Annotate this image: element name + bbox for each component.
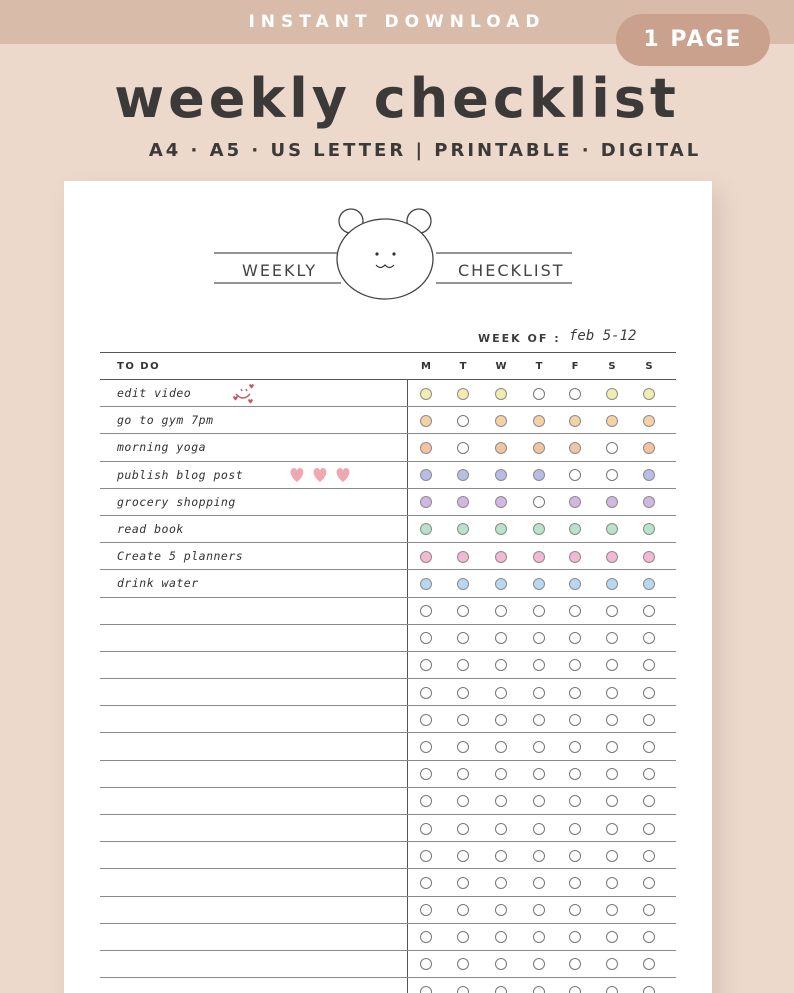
day-checkbox[interactable] <box>643 986 655 993</box>
day-checkbox[interactable] <box>420 605 432 617</box>
day-checkbox[interactable] <box>495 523 507 535</box>
day-checkbox[interactable] <box>643 605 655 617</box>
day-checkbox[interactable] <box>569 714 581 726</box>
day-checkbox[interactable] <box>495 714 507 726</box>
day-checkbox[interactable] <box>457 687 469 699</box>
heading-checklist: CHECKLIST <box>458 261 565 280</box>
week-of-value[interactable]: feb 5-12 <box>569 328 637 344</box>
day-checkbox[interactable] <box>420 687 432 699</box>
task-label[interactable]: morning yoga <box>117 440 207 455</box>
day-checkbox[interactable] <box>533 469 545 481</box>
day-checkbox[interactable] <box>495 496 507 508</box>
day-checkbox[interactable] <box>606 415 618 427</box>
day-checkbox[interactable] <box>606 768 618 780</box>
smiley-doodle-icon <box>231 383 257 409</box>
day-checkbox[interactable] <box>457 632 469 644</box>
day-checkbox[interactable] <box>495 931 507 943</box>
day-checkbox[interactable] <box>457 931 469 943</box>
day-checkbox[interactable] <box>420 469 432 481</box>
day-checkbox[interactable] <box>420 931 432 943</box>
day-checkbox[interactable] <box>495 768 507 780</box>
day-checkbox[interactable] <box>643 768 655 780</box>
day-checkbox[interactable] <box>533 605 545 617</box>
hearts-doodle-icon <box>288 466 358 484</box>
day-checkbox[interactable] <box>533 687 545 699</box>
day-checkbox[interactable] <box>420 659 432 671</box>
day-checkbox[interactable] <box>643 415 655 427</box>
heading-weekly: WEEKLY <box>242 261 318 280</box>
day-checkbox[interactable] <box>495 904 507 916</box>
day-checkbox[interactable] <box>643 958 655 970</box>
table-row <box>100 679 676 706</box>
table-header <box>100 352 676 380</box>
table-row <box>100 706 676 733</box>
day-checkbox[interactable] <box>495 605 507 617</box>
day-checkbox[interactable] <box>606 388 618 400</box>
day-checkbox[interactable] <box>643 823 655 835</box>
day-checkbox[interactable] <box>495 958 507 970</box>
day-checkbox[interactable] <box>533 986 545 993</box>
day-checkbox[interactable] <box>569 415 581 427</box>
day-checkbox[interactable] <box>569 958 581 970</box>
day-checkbox[interactable] <box>495 850 507 862</box>
day-checkbox[interactable] <box>457 877 469 889</box>
table-row <box>100 869 676 896</box>
instant-download-text: INSTANT DOWNLOAD <box>248 12 546 32</box>
day-checkbox[interactable] <box>606 469 618 481</box>
day-checkbox[interactable] <box>420 632 432 644</box>
day-checkbox[interactable] <box>420 795 432 807</box>
day-checkbox[interactable] <box>457 823 469 835</box>
day-checkbox[interactable] <box>569 904 581 916</box>
day-checkbox[interactable] <box>457 958 469 970</box>
day-checkbox[interactable] <box>643 442 655 454</box>
day-header: T <box>459 361 467 372</box>
day-header: W <box>495 361 507 372</box>
day-checkbox[interactable] <box>643 904 655 916</box>
day-checkbox[interactable] <box>643 795 655 807</box>
day-checkbox[interactable] <box>533 714 545 726</box>
day-checkbox[interactable] <box>606 958 618 970</box>
table-row <box>100 761 676 788</box>
day-checkbox[interactable] <box>495 469 507 481</box>
day-checkbox[interactable] <box>457 523 469 535</box>
day-checkbox[interactable] <box>569 850 581 862</box>
day-checkbox[interactable] <box>420 714 432 726</box>
day-checkbox[interactable] <box>643 632 655 644</box>
day-checkbox[interactable] <box>606 551 618 563</box>
day-checkbox[interactable] <box>569 632 581 644</box>
table-row <box>100 733 676 760</box>
day-checkbox[interactable] <box>606 823 618 835</box>
day-checkbox[interactable] <box>569 931 581 943</box>
todo-header: TO DO <box>117 361 161 372</box>
day-checkbox[interactable] <box>606 687 618 699</box>
day-checkbox[interactable] <box>457 850 469 862</box>
task-label[interactable]: edit video <box>117 386 192 400</box>
day-checkbox[interactable] <box>643 523 655 535</box>
day-checkbox[interactable] <box>569 986 581 993</box>
day-checkbox[interactable] <box>457 986 469 993</box>
day-checkbox[interactable] <box>457 442 469 454</box>
day-checkbox[interactable] <box>457 605 469 617</box>
day-checkbox[interactable] <box>569 523 581 535</box>
day-checkbox[interactable] <box>569 795 581 807</box>
day-checkbox[interactable] <box>420 823 432 835</box>
day-checkbox[interactable] <box>420 904 432 916</box>
sheet-header <box>214 203 574 303</box>
day-checkbox[interactable] <box>457 551 469 563</box>
day-header: M <box>421 361 431 372</box>
day-checkbox[interactable] <box>457 659 469 671</box>
day-checkbox[interactable] <box>643 469 655 481</box>
task-label[interactable]: read book <box>117 521 184 536</box>
day-checkbox[interactable] <box>643 687 655 699</box>
day-checkbox[interactable] <box>533 442 545 454</box>
table-row <box>100 625 676 652</box>
day-checkbox[interactable] <box>606 986 618 993</box>
day-checkbox[interactable] <box>533 741 545 753</box>
day-checkbox[interactable] <box>606 496 618 508</box>
table-row <box>100 462 676 489</box>
day-checkbox[interactable] <box>569 388 581 400</box>
table-row <box>100 652 676 679</box>
day-checkbox[interactable] <box>643 659 655 671</box>
day-header: S <box>645 361 653 372</box>
day-checkbox[interactable] <box>533 931 545 943</box>
task-label[interactable]: Create 5 planners <box>117 549 244 564</box>
day-checkbox[interactable] <box>606 741 618 753</box>
day-checkbox[interactable] <box>420 958 432 970</box>
hero-title: weekly checklist <box>114 67 680 130</box>
day-checkbox[interactable] <box>569 877 581 889</box>
day-checkbox[interactable] <box>420 986 432 993</box>
day-checkbox[interactable] <box>606 877 618 889</box>
task-label[interactable]: grocery shopping <box>117 494 236 509</box>
day-checkbox[interactable] <box>420 741 432 753</box>
day-checkbox[interactable] <box>420 496 432 508</box>
day-checkbox[interactable] <box>457 795 469 807</box>
day-checkbox[interactable] <box>457 415 469 427</box>
day-checkbox[interactable] <box>643 496 655 508</box>
table-row <box>100 788 676 815</box>
day-checkbox[interactable] <box>606 578 618 590</box>
table-row <box>100 407 676 434</box>
day-checkbox[interactable] <box>643 877 655 889</box>
table-row <box>100 434 676 461</box>
day-header: S <box>608 361 616 372</box>
table-row <box>100 897 676 924</box>
day-checkbox[interactable] <box>495 442 507 454</box>
day-checkbox[interactable] <box>643 741 655 753</box>
day-checkbox[interactable] <box>457 768 469 780</box>
day-checkbox[interactable] <box>495 388 507 400</box>
bear-icon <box>214 203 574 303</box>
day-checkbox[interactable] <box>606 931 618 943</box>
table-row <box>100 978 676 993</box>
table-row <box>100 570 676 597</box>
day-checkbox[interactable] <box>457 741 469 753</box>
day-checkbox[interactable] <box>495 823 507 835</box>
day-checkbox[interactable] <box>606 795 618 807</box>
day-checkbox[interactable] <box>495 986 507 993</box>
day-checkbox[interactable] <box>420 768 432 780</box>
day-checkbox[interactable] <box>569 496 581 508</box>
day-checkbox[interactable] <box>643 578 655 590</box>
day-checkbox[interactable] <box>533 551 545 563</box>
day-checkbox[interactable] <box>495 795 507 807</box>
table-row <box>100 598 676 625</box>
day-checkbox[interactable] <box>643 714 655 726</box>
day-checkbox[interactable] <box>533 958 545 970</box>
day-checkbox[interactable] <box>569 551 581 563</box>
day-checkbox[interactable] <box>420 551 432 563</box>
day-checkbox[interactable] <box>606 659 618 671</box>
day-checkbox[interactable] <box>495 741 507 753</box>
day-checkbox[interactable] <box>533 877 545 889</box>
task-label[interactable]: go to gym 7pm <box>117 413 214 428</box>
day-checkbox[interactable] <box>420 850 432 862</box>
day-checkbox[interactable] <box>533 632 545 644</box>
day-checkbox[interactable] <box>643 388 655 400</box>
day-checkbox[interactable] <box>533 659 545 671</box>
day-checkbox[interactable] <box>420 523 432 535</box>
day-checkbox[interactable] <box>569 659 581 671</box>
day-checkbox[interactable] <box>495 551 507 563</box>
day-checkbox[interactable] <box>533 523 545 535</box>
day-checkbox[interactable] <box>495 659 507 671</box>
day-checkbox[interactable] <box>606 850 618 862</box>
day-checkbox[interactable] <box>569 768 581 780</box>
day-checkbox[interactable] <box>533 768 545 780</box>
task-label[interactable]: publish blog post <box>117 467 244 482</box>
table-row <box>100 380 676 407</box>
day-checkbox[interactable] <box>606 523 618 535</box>
table-row <box>100 951 676 978</box>
day-checkbox[interactable] <box>606 442 618 454</box>
day-checkbox[interactable] <box>533 850 545 862</box>
day-checkbox[interactable] <box>495 687 507 699</box>
table-row <box>100 815 676 842</box>
day-checkbox[interactable] <box>569 469 581 481</box>
day-checkbox[interactable] <box>457 388 469 400</box>
table-row <box>100 516 676 543</box>
planner-sheet <box>64 181 712 993</box>
day-checkbox[interactable] <box>420 388 432 400</box>
day-checkbox[interactable] <box>569 578 581 590</box>
day-checkbox[interactable] <box>569 823 581 835</box>
table-row <box>100 489 676 516</box>
week-of-label: WEEK OF : <box>478 332 561 345</box>
table-row <box>100 924 676 951</box>
day-checkbox[interactable] <box>457 469 469 481</box>
day-checkbox[interactable] <box>533 795 545 807</box>
day-checkbox[interactable] <box>643 551 655 563</box>
day-checkbox[interactable] <box>533 415 545 427</box>
day-checkbox[interactable] <box>606 605 618 617</box>
day-checkbox[interactable] <box>569 605 581 617</box>
day-checkbox[interactable] <box>457 496 469 508</box>
day-checkbox[interactable] <box>643 850 655 862</box>
day-header: F <box>571 361 579 372</box>
day-checkbox[interactable] <box>533 388 545 400</box>
day-checkbox[interactable] <box>495 578 507 590</box>
day-checkbox[interactable] <box>495 877 507 889</box>
day-checkbox[interactable] <box>606 632 618 644</box>
page-count-badge: 1 PAGE <box>616 14 770 66</box>
day-checkbox[interactable] <box>495 415 507 427</box>
day-checkbox[interactable] <box>533 496 545 508</box>
day-checkbox[interactable] <box>643 931 655 943</box>
day-checkbox[interactable] <box>420 415 432 427</box>
day-checkbox[interactable] <box>533 904 545 916</box>
day-checkbox[interactable] <box>569 442 581 454</box>
day-checkbox[interactable] <box>420 877 432 889</box>
day-checkbox[interactable] <box>569 741 581 753</box>
day-checkbox[interactable] <box>457 714 469 726</box>
table-row <box>100 842 676 869</box>
day-header: T <box>535 361 543 372</box>
day-checkbox[interactable] <box>420 442 432 454</box>
day-checkbox[interactable] <box>606 904 618 916</box>
table-row <box>100 543 676 570</box>
day-checkbox[interactable] <box>569 687 581 699</box>
day-checkbox[interactable] <box>420 578 432 590</box>
day-checkbox[interactable] <box>457 578 469 590</box>
day-checkbox[interactable] <box>533 578 545 590</box>
day-checkbox[interactable] <box>495 632 507 644</box>
checklist-table <box>100 352 676 993</box>
task-label[interactable]: drink water <box>117 576 199 591</box>
day-checkbox[interactable] <box>606 714 618 726</box>
hero-subtitle: A4 · A5 · US LETTER | PRINTABLE · DIGITAL <box>148 140 702 161</box>
day-checkbox[interactable] <box>533 823 545 835</box>
day-checkbox[interactable] <box>457 904 469 916</box>
